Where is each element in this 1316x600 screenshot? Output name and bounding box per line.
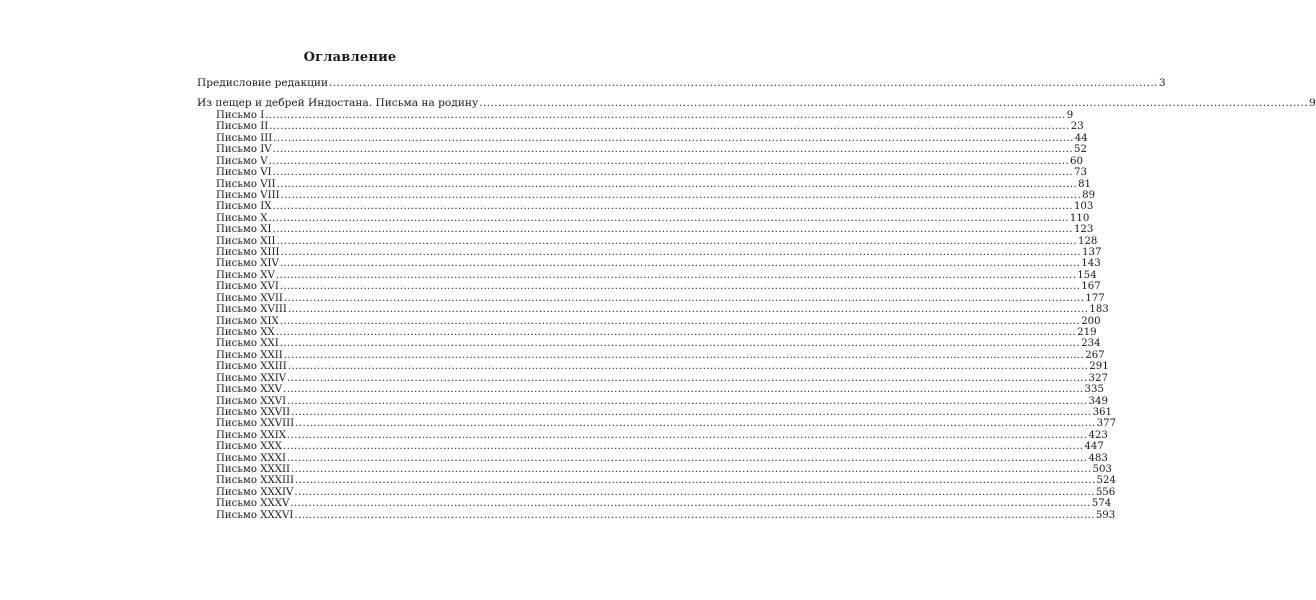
toc-entry-title: Письмо VI [216, 167, 272, 179]
toc-page-number: 483 [1088, 452, 1108, 464]
toc-page-number: 349 [1088, 395, 1108, 407]
toc-entry-title: Из пещер и дебрей Индостана. Письма на родину [197, 97, 479, 109]
toc-page-number: 52 [1074, 144, 1088, 156]
toc-page-number: 524 [1096, 475, 1116, 487]
toc-entry-title: Письмо XI [216, 224, 272, 236]
toc-entry-title: Письмо XXXVI [216, 509, 294, 521]
toc-letter-entry [216, 452, 1108, 465]
toc-entry-title: Письмо XVII [216, 292, 283, 304]
toc-entry-title: Письмо VIII [216, 189, 280, 201]
toc-letter-entry [216, 475, 1116, 487]
toc-entry-title: Письмо XXX [216, 441, 282, 453]
toc-page-number: 335 [1084, 384, 1104, 396]
page-title: Оглавление [303, 50, 397, 65]
toc-letter-entry [216, 429, 1108, 442]
dot-leader: ............................................................................................................................................................................................................................ [291, 406, 1092, 418]
toc-section-entry [197, 97, 1316, 109]
dot-leader: ............................................................................................................................................................................................................................ [279, 338, 1081, 350]
dot-leader: ............................................................................................................................................................................................................................ [279, 258, 1081, 270]
dot-leader: ............................................................................................................................................................................................................................ [283, 292, 1085, 304]
dot-leader: ............................................................................................................................................................................................................................ [294, 509, 1095, 521]
toc-page-number: 291 [1089, 361, 1109, 373]
toc-letter-entry [216, 292, 1105, 305]
toc-letter-entry [216, 464, 1112, 476]
toc-page-number: 423 [1088, 429, 1108, 441]
toc-entry-title: Письмо XXVIII [216, 418, 295, 430]
toc-page-number: 167 [1081, 281, 1101, 293]
dot-leader: ............................................................................................................................................................................................................................ [272, 224, 1073, 236]
toc-page-number: 143 [1081, 258, 1101, 270]
dot-leader: ............................................................................................................................................................................................................................ [479, 97, 1309, 109]
dot-leader: ............................................................................................................................................................................................................................ [275, 326, 1077, 338]
dot-leader: ............................................................................................................................................................................................................................ [268, 212, 1069, 224]
toc-entry-title: Письмо XVIII [216, 304, 287, 316]
toc-entry-title: Письмо II [216, 121, 269, 133]
toc-page-number: 327 [1088, 372, 1108, 384]
dot-leader: ............................................................................................................................................................................................................................ [273, 132, 1074, 144]
dot-leader: ............................................................................................................................................................................................................................ [283, 384, 1084, 396]
toc-letter-entry [216, 361, 1109, 373]
toc-letter-entry [216, 144, 1088, 156]
dot-leader: ............................................................................................................................................................................................................................ [287, 361, 1089, 373]
dot-leader: ............................................................................................................................................................................................................................ [276, 235, 1077, 247]
toc-section-entry [197, 77, 1166, 89]
dot-leader: ............................................................................................................................................................................................................................ [283, 349, 1085, 361]
toc-letter-entry [216, 315, 1101, 328]
dot-leader: ............................................................................................................................................................................................................................ [282, 441, 1084, 453]
dot-leader: ............................................................................................................................................................................................................................ [287, 372, 1088, 384]
toc-entry-title: Письмо IX [216, 201, 272, 213]
toc-page-number: 103 [1073, 201, 1094, 213]
toc-letter-entry [216, 372, 1108, 385]
dot-leader: ............................................................................................................................................................................................................................ [287, 452, 1088, 464]
dot-leader: ............................................................................................................................................................................................................................ [276, 178, 1078, 190]
toc-page-number: 23 [1070, 121, 1084, 133]
dot-leader: ............................................................................................................................................................................................................................ [265, 110, 1066, 121]
toc-entry-title: Письмо XXIV [216, 372, 287, 384]
toc-entry-title: Письмо X [216, 212, 268, 224]
toc-letter-entry [216, 155, 1083, 168]
dot-leader: ............................................................................................................................................................................................................................ [269, 121, 1070, 133]
toc-entry-title: Письмо XXXI [216, 452, 287, 464]
dot-leader: ............................................................................................................................................................................................................................ [272, 144, 1074, 156]
toc-page-number: 377 [1096, 418, 1117, 430]
toc-page-number: 123 [1073, 224, 1094, 236]
toc-entry-title: Предисловие редакции [197, 77, 329, 89]
toc-entry-title: Письмо XXI [216, 338, 279, 350]
toc-letter-entry [216, 235, 1098, 248]
toc-entry-title: Письмо III [216, 132, 273, 144]
toc-entry-title: Письмо XXXIV [216, 486, 294, 498]
dot-leader: ............................................................................................................................................................................................................................ [291, 464, 1092, 476]
toc-page-number: 593 [1095, 509, 1116, 521]
dot-leader: ............................................................................................................................................................................................................................ [295, 418, 1096, 430]
toc-page-number: 81 [1078, 178, 1092, 190]
toc-letter-entry [216, 167, 1088, 179]
toc-entry-title: Письмо XIV [216, 258, 279, 270]
toc-letter-entry [216, 212, 1090, 225]
toc-letter-entry [216, 498, 1112, 510]
toc-letter-entry [216, 224, 1094, 236]
toc-letter-entry [216, 132, 1088, 145]
toc-entry-title: Письмо XXV [216, 384, 283, 396]
toc-page-number: 60 [1070, 155, 1083, 167]
toc-letter-entry [216, 395, 1108, 408]
dot-leader: ............................................................................................................................................................................................................................ [268, 155, 1070, 167]
toc-page-number: 447 [1084, 441, 1104, 453]
toc-entry-title: Письмо XXIII [216, 361, 287, 373]
dot-leader: ............................................................................................................................................................................................................................ [295, 475, 1096, 487]
toc-entry-title: Письмо I [216, 110, 265, 121]
toc-letter-entry [216, 201, 1094, 213]
toc-letter-entry [216, 121, 1084, 133]
dot-leader: ............................................................................................................................................................................................................................ [287, 429, 1088, 441]
dot-leader: ............................................................................................................................................................................................................................ [275, 269, 1077, 281]
dot-leader: ............................................................................................................................................................................................................................ [280, 247, 1081, 259]
toc-page-number: 89 [1082, 189, 1096, 201]
toc-page-number: 267 [1085, 349, 1105, 361]
toc-letter-entry [216, 326, 1097, 339]
toc-letter-entry [216, 349, 1105, 362]
toc-page-number: 73 [1074, 167, 1088, 179]
dot-leader: ............................................................................................................................................................................................................................ [280, 189, 1082, 201]
toc-letter-entry [216, 384, 1104, 396]
toc-page-number: 183 [1089, 304, 1109, 316]
toc-page-number: 44 [1074, 132, 1088, 144]
toc-entry-title: Письмо XXVII [216, 406, 291, 418]
toc-letter-entry [216, 258, 1101, 270]
toc-letter-entry [216, 441, 1104, 453]
toc-page-number: 9 [1066, 110, 1074, 121]
toc-entry-title: Письмо XIII [216, 247, 280, 259]
toc-page-number: 154 [1077, 269, 1097, 281]
toc-letter-entry [216, 406, 1113, 419]
toc-entry-title: Письмо XXIX [216, 429, 287, 441]
dot-leader: ............................................................................................................................................................................................................................ [287, 395, 1088, 407]
toc-entry-title: Письмо XIX [216, 315, 279, 327]
toc-entry-title: Письмо IV [216, 144, 272, 156]
dot-leader: ............................................................................................................................................................................................................................ [294, 486, 1095, 498]
toc-letter-entry [216, 247, 1102, 259]
toc-entry-title: Письмо XV [216, 269, 275, 281]
toc-page-number: 3 [1158, 77, 1166, 89]
toc-letter-entry [216, 281, 1101, 293]
toc-letter-entry [216, 110, 1074, 122]
dot-leader: ............................................................................................................................................................................................................................ [329, 77, 1158, 89]
toc-letter-entry [216, 269, 1097, 282]
toc-letter-entry [216, 338, 1101, 350]
dot-leader: ............................................................................................................................................................................................................................ [279, 315, 1081, 327]
dot-leader: ............................................................................................................................................................................................................................ [290, 498, 1091, 510]
toc-letter-entry [216, 189, 1096, 202]
toc-entry-title: Письмо XXXV [216, 498, 290, 510]
toc-entry-title: Письмо XXXIII [216, 475, 295, 487]
dot-leader: ............................................................................................................................................................................................................................ [287, 304, 1089, 316]
dot-leader: ............................................................................................................................................................................................................................ [279, 281, 1081, 293]
toc-entry-title: Письмо XX [216, 326, 275, 338]
toc-page-number: 361 [1092, 406, 1113, 418]
toc-letter-entry [216, 304, 1109, 316]
toc-page-number: 110 [1069, 212, 1090, 224]
toc-letter-entry [216, 178, 1092, 191]
toc-letter-entry [216, 418, 1117, 430]
toc-letter-entry [216, 509, 1116, 522]
toc-entry-title: Письмо XII [216, 235, 276, 247]
toc-entry-title: Письмо XXII [216, 349, 283, 361]
toc-page-number: 503 [1092, 464, 1112, 476]
dot-leader: ............................................................................................................................................................................................................................ [272, 167, 1074, 179]
toc-page-number: 137 [1082, 247, 1102, 259]
toc-page-number: 234 [1081, 338, 1101, 350]
toc-page-number: 9 [1309, 97, 1316, 109]
toc-letter-entry [216, 486, 1116, 499]
toc-page-number: 128 [1077, 235, 1098, 247]
toc-page-number: 219 [1077, 326, 1097, 338]
toc-entry-title: Письмо XVI [216, 281, 279, 293]
toc-entry-title: Письмо V [216, 155, 268, 167]
toc-page-number: 556 [1095, 486, 1116, 498]
toc-page-number: 177 [1085, 292, 1105, 304]
toc-entry-title: Письмо XXVI [216, 395, 287, 407]
dot-leader: ............................................................................................................................................................................................................................ [272, 201, 1073, 213]
toc-page-number: 574 [1091, 498, 1112, 510]
toc-page-number: 200 [1081, 315, 1101, 327]
toc-entry-title: Письмо VII [216, 178, 276, 190]
toc-entry-title: Письмо XXXII [216, 464, 291, 476]
